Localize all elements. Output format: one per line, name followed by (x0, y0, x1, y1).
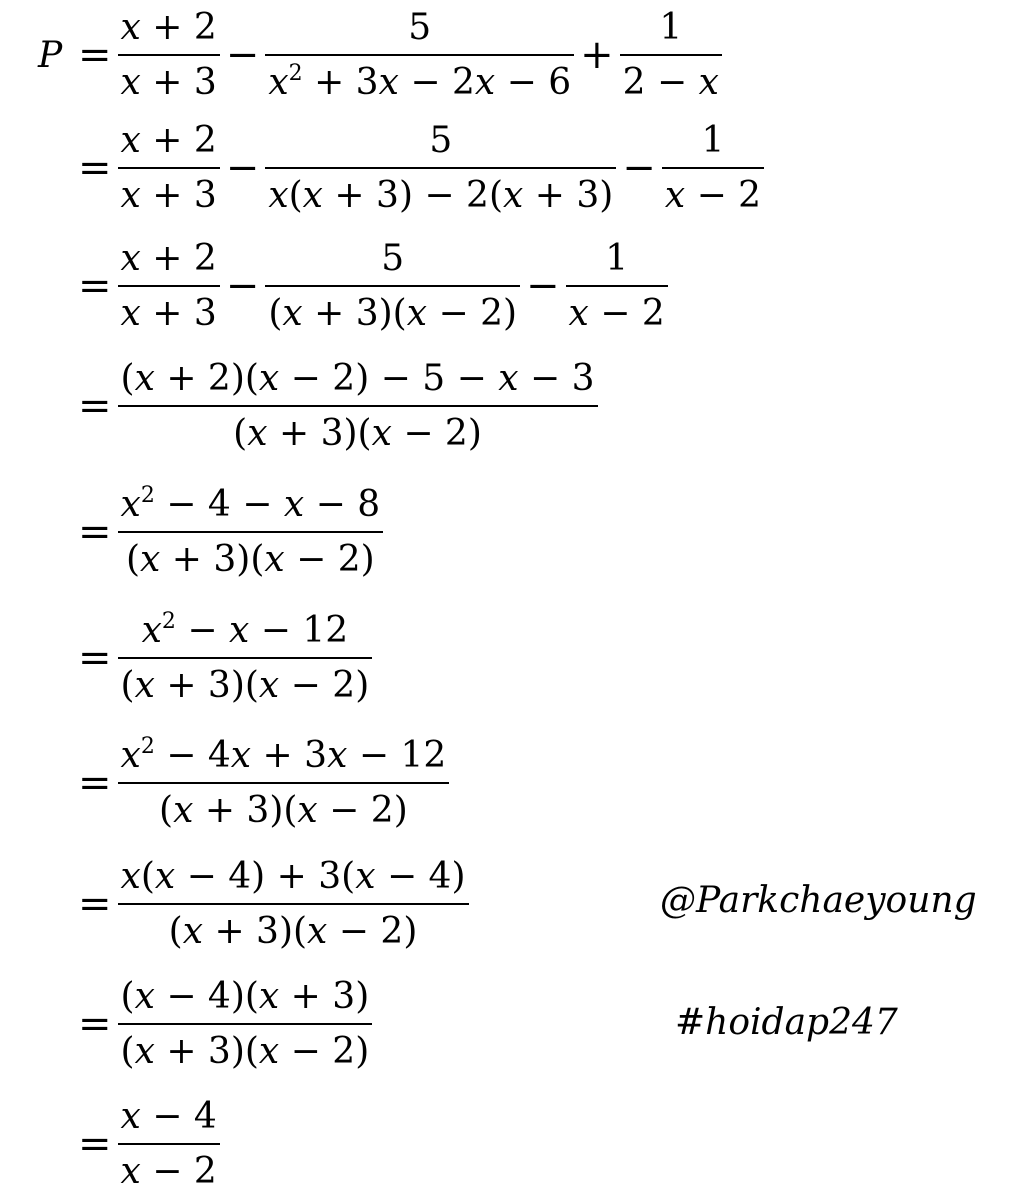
author-watermark: @Parkchaeyoung (660, 880, 977, 921)
equation-line (72, 118, 764, 218)
fraction (118, 6, 220, 105)
fraction (118, 855, 469, 954)
numerator: x + 2 (120, 237, 217, 279)
fraction (118, 237, 220, 336)
equals-sign: = (78, 1001, 112, 1047)
operator-sign: + (580, 32, 614, 78)
lhs-label: P (38, 35, 63, 76)
denominator: x − 2 (664, 174, 762, 216)
numerator: x + 2 (120, 119, 217, 161)
operator-sign: − (526, 263, 560, 309)
fraction (566, 237, 668, 336)
equation-line (72, 854, 469, 954)
fraction (118, 119, 220, 218)
numerator: $x^2 - 4x + 3x - 12$ (120, 733, 447, 776)
equation-line (72, 482, 383, 582)
denominator: x − 2 (120, 1150, 217, 1192)
fraction (118, 609, 373, 708)
denominator: $x^2 + 3x - 2x - 6$ (268, 60, 572, 103)
denominator: x(x + 3) − 2(x + 3) (268, 174, 614, 216)
numerator: (x + 2)(x − 2) − 5 − x − 3 (120, 357, 595, 399)
denominator: (x + 3)(x − 2) (120, 664, 370, 706)
fraction (118, 975, 373, 1074)
operator-sign: − (622, 145, 656, 191)
fraction (118, 734, 450, 833)
operator-sign: − (225, 145, 260, 191)
numerator: x − 4 (120, 1095, 217, 1137)
fraction (265, 237, 520, 336)
denominator: x + 3 (120, 61, 217, 103)
numerator: $x^2 - 4 - x - 8$ (120, 482, 381, 525)
equation-line (72, 1094, 220, 1194)
numerator: x + 2 (120, 6, 217, 48)
denominator: x + 3 (120, 174, 217, 216)
denominator: 2 − x (622, 61, 719, 103)
numerator: $x^2 - x - 12$ (141, 608, 349, 651)
equation-line (72, 5, 722, 105)
fraction (265, 6, 574, 105)
equation-line (72, 974, 372, 1074)
operator-sign: − (225, 32, 260, 78)
numerator: 1 (659, 6, 683, 48)
numerator: 5 (381, 237, 405, 279)
numerator: 5 (429, 119, 453, 161)
equation-line (72, 356, 598, 456)
hashtag-watermark: #hoidap247 (675, 1002, 898, 1043)
equals-sign: = (78, 32, 112, 78)
numerator: 1 (605, 237, 629, 279)
equals-sign: = (78, 509, 112, 555)
fraction (118, 357, 598, 456)
equals-sign: = (78, 881, 112, 927)
equals-sign: = (78, 383, 112, 429)
denominator: (x + 3)(x − 2) (168, 910, 418, 952)
denominator: (x + 3)(x − 2) (125, 538, 375, 580)
operator-sign: − (225, 263, 260, 309)
denominator: (x + 3)(x − 2) (233, 412, 482, 454)
denominator: x − 2 (568, 292, 665, 334)
fraction (620, 6, 722, 105)
equals-sign: = (78, 635, 112, 681)
fraction (118, 483, 384, 582)
equals-sign: = (78, 760, 112, 806)
numerator: x(x − 4) + 3(x − 4) (120, 855, 466, 897)
equals-sign: = (78, 263, 112, 309)
numerator: (x − 4)(x + 3) (120, 975, 370, 1017)
equals-sign: = (78, 145, 112, 191)
numerator: 5 (408, 6, 432, 48)
equation-line (72, 236, 668, 336)
fraction (118, 1095, 220, 1194)
equals-sign: = (78, 1121, 112, 1167)
fraction (662, 119, 764, 218)
denominator: (x + 3)(x − 2) (268, 292, 518, 334)
fraction (265, 119, 616, 218)
denominator: (x + 3)(x − 2) (120, 1030, 370, 1072)
denominator: x + 3 (120, 292, 217, 334)
equation-line (72, 733, 449, 833)
numerator: 1 (701, 119, 725, 161)
denominator: (x + 3)(x − 2) (159, 789, 408, 831)
equation-line (72, 608, 372, 708)
